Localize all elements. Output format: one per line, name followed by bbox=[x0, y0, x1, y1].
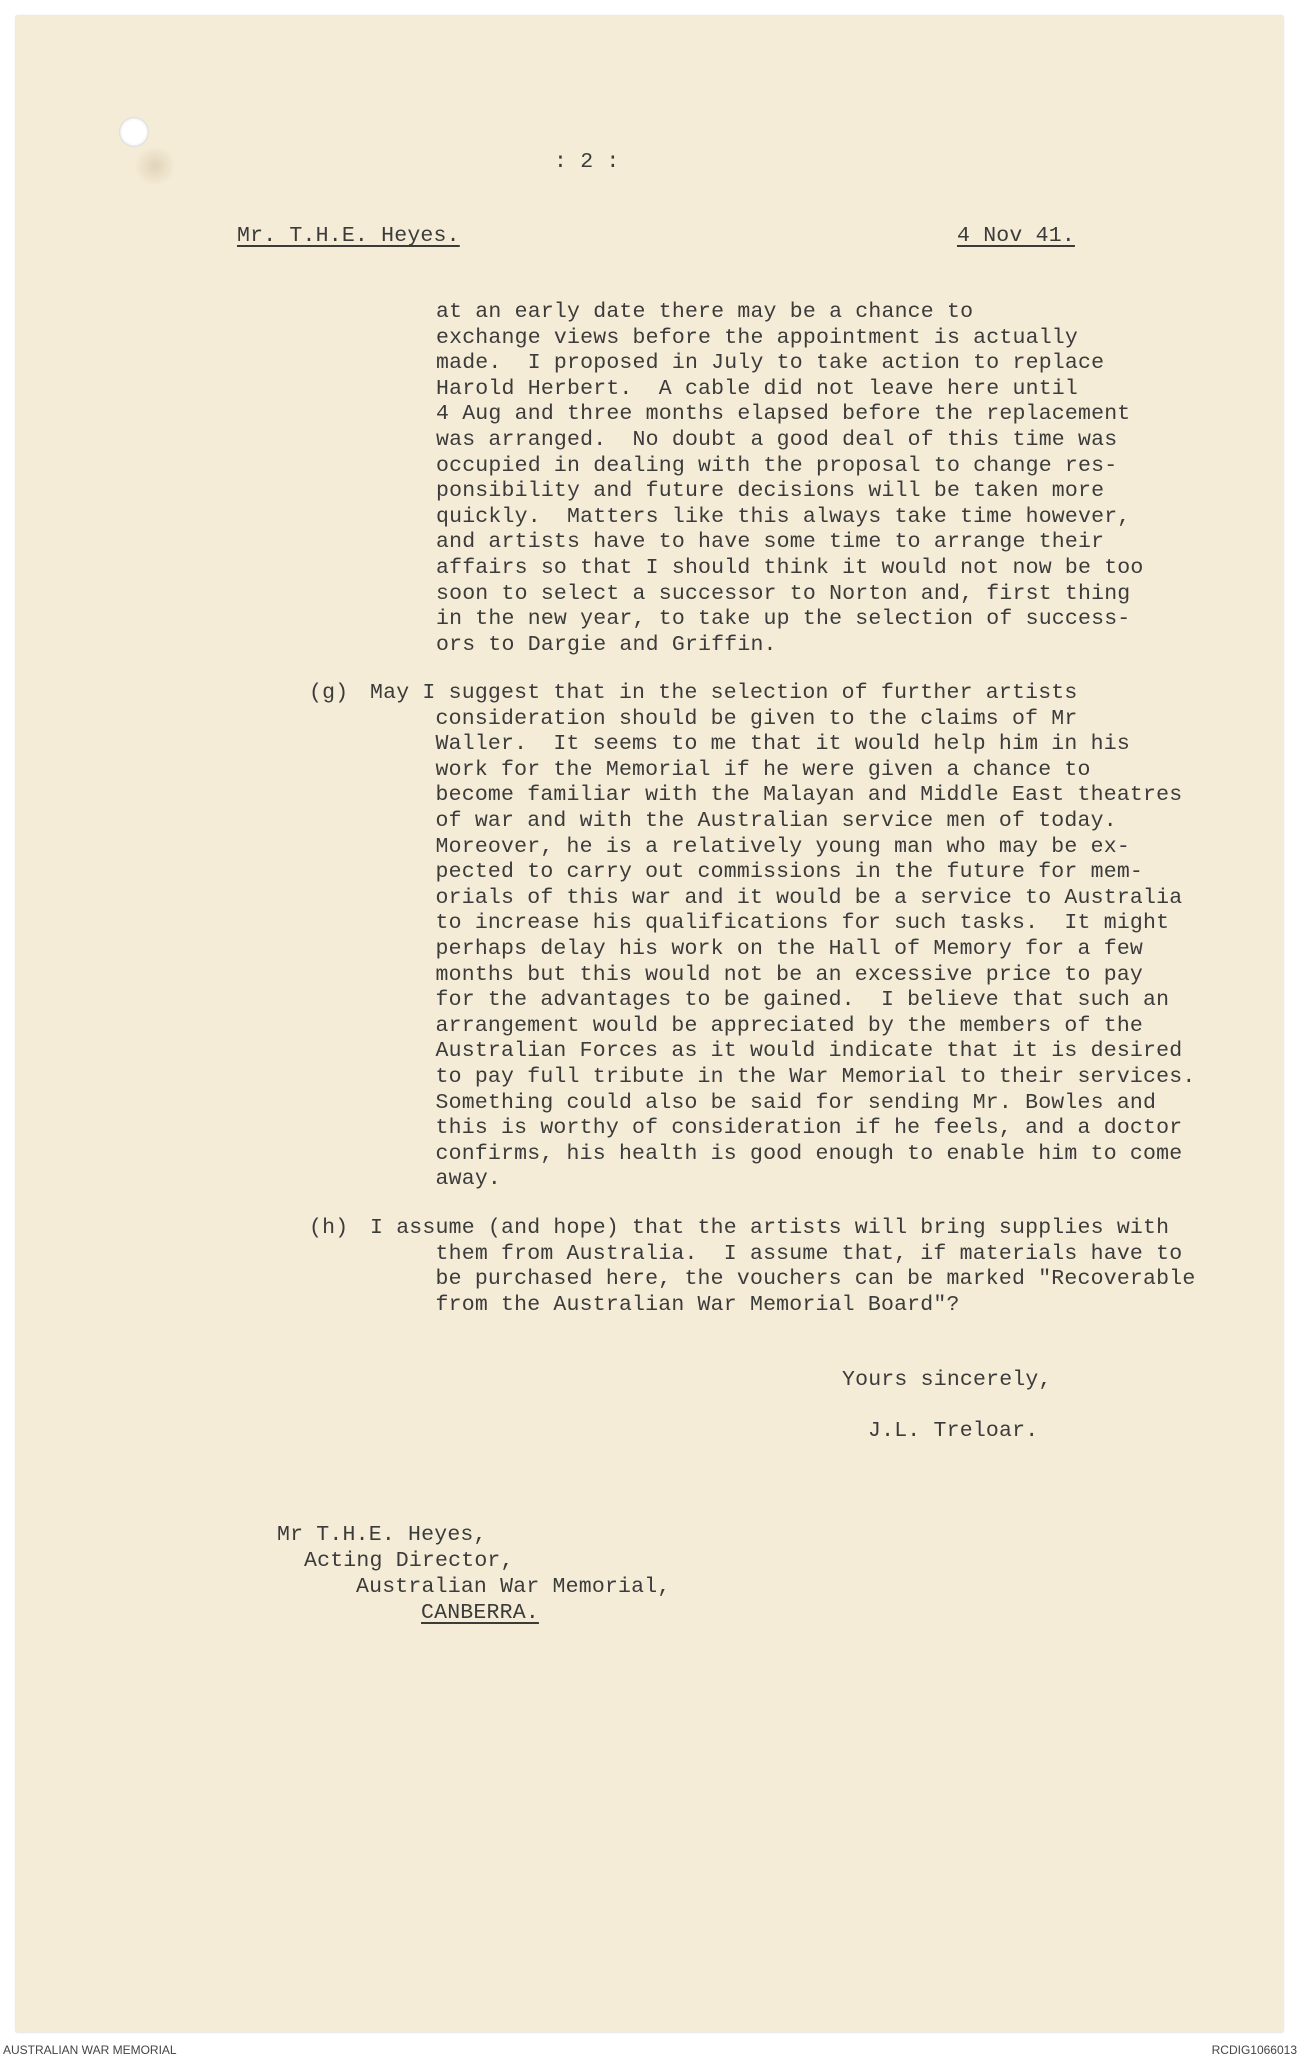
letter-page bbox=[16, 16, 1283, 2032]
paragraph-f-continuation: at an early date there may be a chance to exchange views before the appointment is actually made. I proposed in July to take action to replace Harold Herbert. A cable did not leave here until 4 Aug and three months elapsed before the replacement was arranged. No doubt a good deal of this time was occupied in dealing with the proposal to change res- ponsibility and future decisions will be taken more quickly. Matters like this always take time however, and artists have to have some time to arrange their affairs so that I should think it would not now be too soon to select a successor to Norton and, first thing in the new year, to take up the selection of success- ors to Dargie and Griffin. bbox=[436, 300, 1144, 657]
address-line-city: CANBERRA. bbox=[421, 1601, 539, 1625]
address-line-name: Mr T.H.E. Heyes, bbox=[277, 1523, 487, 1547]
punch-hole bbox=[119, 117, 149, 147]
header-date: 4 Nov 41. bbox=[957, 224, 1075, 248]
page-number: : 2 : bbox=[554, 150, 620, 174]
paragraph-h-marker: (h) bbox=[309, 1216, 349, 1240]
paragraph-g-marker: (g) bbox=[309, 681, 349, 705]
footer-archive-name: AUSTRALIAN WAR MEMORIAL bbox=[3, 2043, 177, 2057]
footer-record-id: RCDIG1066013 bbox=[1211, 2043, 1297, 2057]
punch-hole-crease bbox=[134, 146, 176, 186]
address-line-organisation: Australian War Memorial, bbox=[356, 1575, 671, 1599]
paragraph-h-text: I assume (and hope) that the artists will bring supplies with them from Australia. I assume that, if materials have to be purchased here, the vouchers can be marked "Recoverable from the Australian War Memorial Board"? bbox=[370, 1216, 1196, 1317]
signature-name: J.L. Treloar. bbox=[868, 1419, 1039, 1443]
header-addressee: Mr. T.H.E. Heyes. bbox=[237, 224, 460, 248]
address-line-title: Acting Director, bbox=[304, 1549, 514, 1573]
closing-salutation: Yours sincerely, bbox=[842, 1368, 1052, 1392]
paragraph-g-text: May I suggest that in the selection of further artists consideration should be given to the claims of Mr Waller. It seems to me that it would help him in his work for the Memorial if he were given a chance to become familiar with the Malayan and Middle East theatres of war and with the Australian service men of today. Moreover, he is a relatively young man who may be ex- pected to carry out commissions in the future for mem- orials of this war and it would be a service to Australia to increase his qualifications for such tasks. It might perhaps delay his work on the Hall of Memory for a few months but this would not be an excessive price to pay for the advantages to be gained. I believe that such an arrangement would be appreciated by the members of the Australian Forces as it would indicate that it is desired to pay full tribute in the War Memorial to their services. Something could also be said for sending Mr. Bowles and this is worthy of consideration if he feels, and a doctor confirms, his health is good enough to enable him to come away. bbox=[370, 681, 1196, 1192]
